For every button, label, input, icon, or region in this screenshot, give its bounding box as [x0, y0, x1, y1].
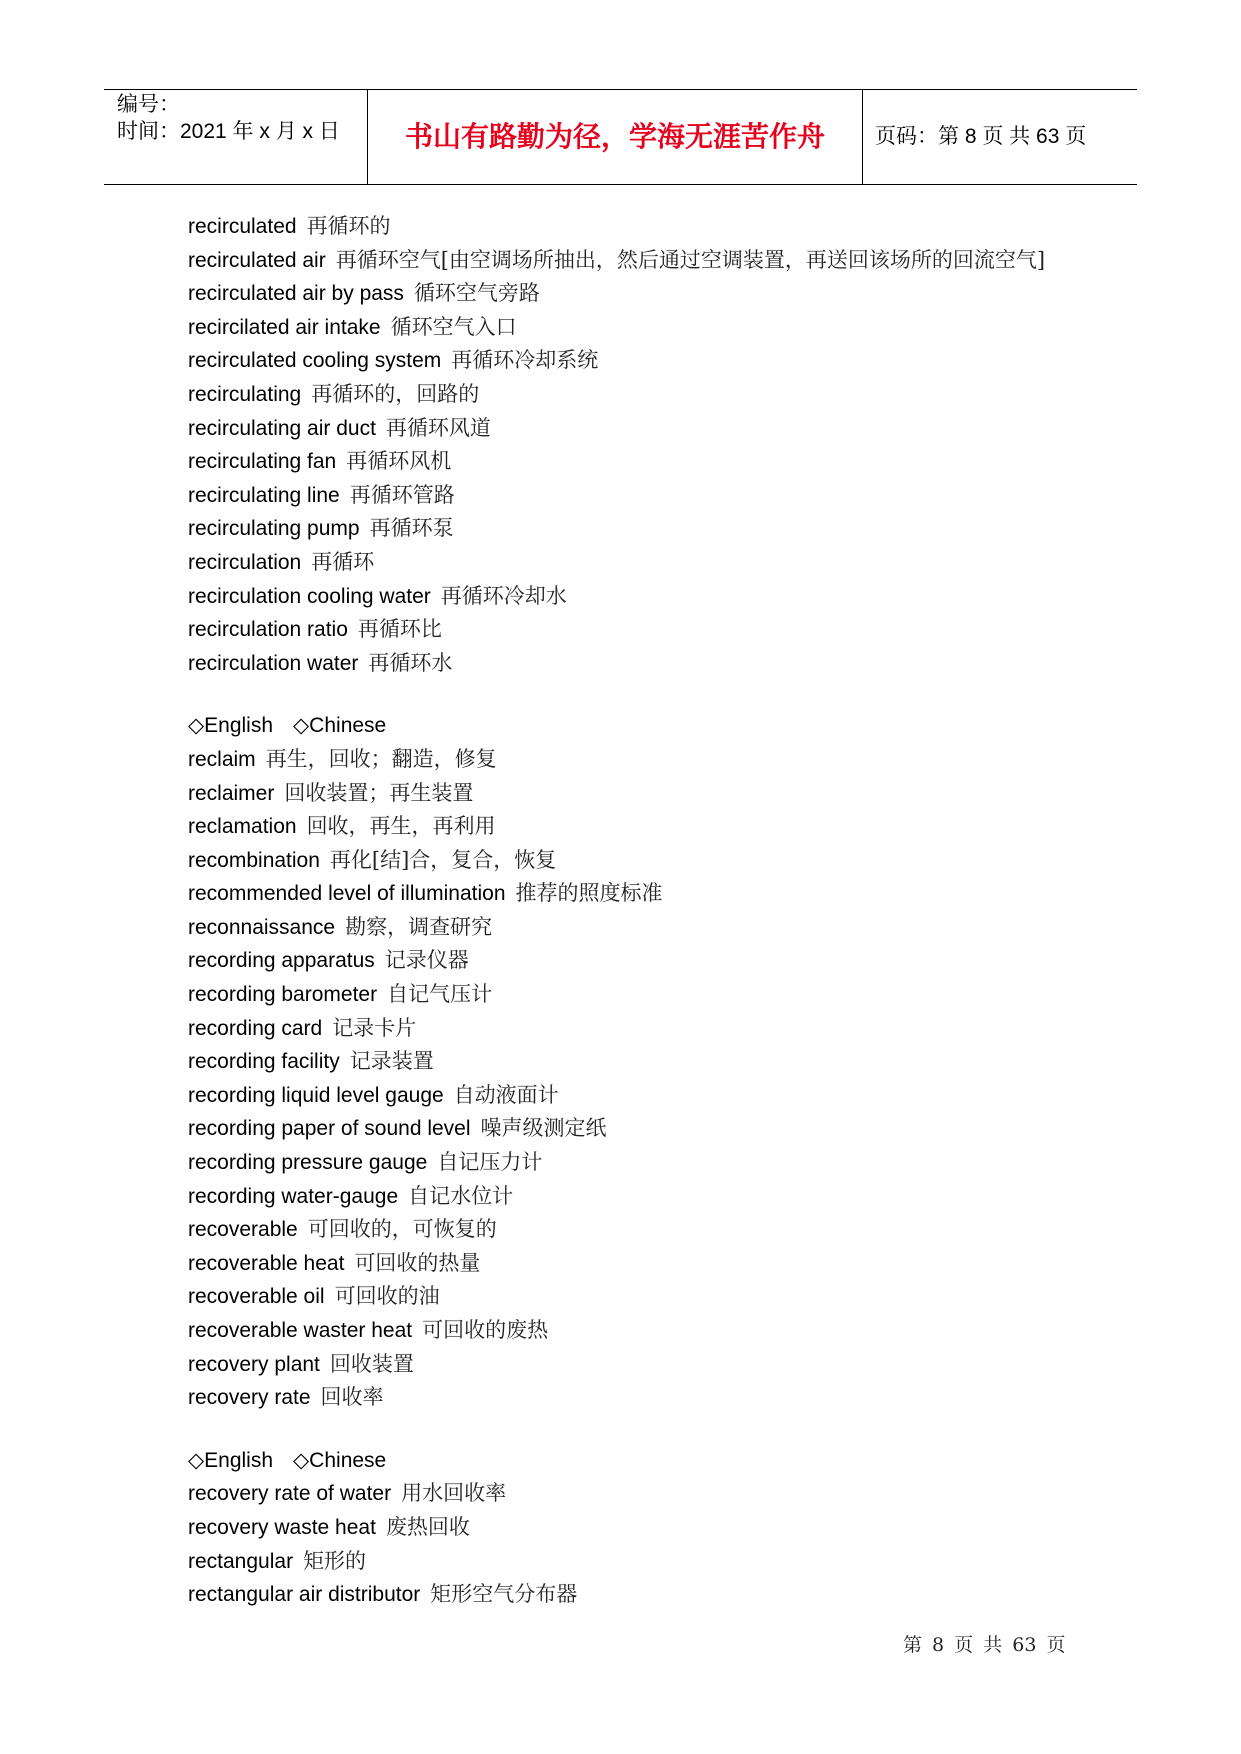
glossary-entry	[188, 277, 1068, 311]
glossary-entry	[188, 1045, 1068, 1079]
page-header	[104, 89, 1137, 185]
entry-chinese-translation: 自记气压计	[387, 982, 493, 1007]
header-page-number: 页码：第 8 页 共 63 页	[875, 125, 1087, 148]
entry-chinese-translation: 循环空气入口	[390, 314, 517, 339]
entry-english-term: recording pressure gauge	[188, 1151, 428, 1175]
glossary-entry	[188, 1381, 1068, 1415]
glossary-entry	[188, 777, 1068, 811]
entry-english-term: recirculating line	[188, 483, 340, 507]
glossary-entry	[188, 512, 1068, 546]
header-motto-cell	[368, 90, 863, 184]
entry-chinese-translation: 矩形的	[303, 1548, 367, 1573]
glossary-entry	[188, 1180, 1068, 1214]
entry-english-term: recovery plant	[188, 1352, 320, 1376]
glossary-entry	[188, 1079, 1068, 1113]
entry-chinese-translation: 矩形空气分布器	[430, 1582, 578, 1607]
entry-english-term: recovery waste heat	[188, 1515, 376, 1539]
glossary-entry	[188, 877, 1068, 911]
entry-english-term: recording barometer	[188, 983, 378, 1007]
entry-english-term: recording facility	[188, 1050, 340, 1074]
glossary-entry	[188, 810, 1068, 844]
entry-chinese-translation: 再循环风机	[346, 449, 452, 474]
glossary-entry	[188, 210, 1068, 244]
entry-chinese-translation: 自记水位计	[408, 1183, 514, 1208]
glossary-entry	[188, 613, 1068, 647]
section-header-chinese: ◇Chinese	[293, 1448, 387, 1472]
glossary-entry	[188, 311, 1068, 345]
entry-chinese-translation: 再循环水	[368, 650, 453, 675]
entry-chinese-translation: 自记压力计	[437, 1150, 543, 1175]
entry-english-term: recording paper of sound level	[188, 1117, 471, 1141]
entry-english-term: recirculating air duct	[188, 416, 376, 440]
glossary-entry	[188, 1511, 1068, 1545]
entry-chinese-translation: 用水回收率	[401, 1481, 507, 1506]
glossary-entry	[188, 1280, 1068, 1314]
entry-chinese-translation: 可回收的，可恢复的	[307, 1217, 497, 1242]
entry-chinese-translation: 再循环的	[306, 214, 391, 238]
glossary-entry	[188, 911, 1068, 945]
glossary-entry	[188, 743, 1068, 777]
entry-english-term: recirculation water	[188, 651, 359, 675]
glossary-entry	[188, 580, 1068, 614]
entry-english-term: recoverable waster heat	[188, 1319, 413, 1342]
entry-chinese-translation: 再循环空气[由空调场所抽出，然后通过空调装置，再送回该场所的回流空气]	[335, 247, 1046, 272]
entry-chinese-translation: 自动液面计	[453, 1082, 559, 1107]
glossary-entry	[188, 412, 1068, 446]
entry-english-term: recovery rate of water	[188, 1482, 392, 1506]
glossary-entry	[188, 378, 1068, 412]
entry-english-term: recirculation cooling water	[188, 584, 431, 608]
entry-chinese-translation: 再循环风道	[385, 415, 491, 440]
section-header-english: ◇English	[188, 1448, 274, 1472]
glossary-entry	[188, 1112, 1068, 1146]
entry-english-term: recircilated air intake	[188, 315, 381, 339]
glossary-entry	[188, 1012, 1068, 1046]
glossary-entry	[188, 1213, 1068, 1247]
entry-chinese-translation: 再化[结]合，复合，恢复	[329, 847, 557, 872]
glossary-entry	[188, 1146, 1068, 1180]
glossary-entry	[188, 944, 1068, 978]
entry-chinese-translation: 循环空气旁路	[413, 281, 540, 306]
glossary-entry	[188, 1247, 1068, 1281]
entry-chinese-translation: 再循环	[311, 549, 375, 574]
entry-english-term: recirculation ratio	[188, 618, 348, 642]
header-meta-cell	[104, 90, 368, 184]
entry-english-term: rectangular	[188, 1549, 294, 1573]
entry-english-term: reclaimer	[188, 781, 275, 805]
document-time-label: 时间：2021 年 x 月 x 日	[117, 120, 340, 143]
entry-chinese-translation: 废热回收	[385, 1514, 470, 1539]
entry-english-term: recirculated cooling system	[188, 349, 442, 373]
glossary-entry	[188, 1477, 1068, 1511]
entry-english-term: recirculating	[188, 382, 302, 406]
entry-chinese-translation: 再循环管路	[349, 482, 455, 507]
entry-english-term: recording liquid level gauge	[188, 1083, 444, 1107]
entry-english-term: recirculated	[188, 215, 297, 238]
entry-chinese-translation: 勘察，调查研究	[345, 914, 493, 939]
glossary-entry	[188, 844, 1068, 878]
entry-english-term: rectangular air distributor	[188, 1583, 421, 1607]
entry-english-term: recombination	[188, 848, 320, 872]
glossary-content	[188, 210, 1068, 1612]
entry-english-term: recoverable	[188, 1218, 298, 1242]
entry-chinese-translation: 再循环的，回路的	[311, 381, 480, 406]
glossary-entry	[188, 1545, 1068, 1579]
entry-chinese-translation: 噪声级测定纸	[480, 1116, 607, 1141]
entry-english-term: recommended level of illumination	[188, 882, 506, 906]
entry-chinese-translation: 再循环泵	[369, 516, 454, 541]
entry-chinese-translation: 可回收的热量	[354, 1250, 481, 1275]
section-header	[188, 1445, 1068, 1478]
header-page-cell	[863, 90, 1137, 184]
entry-chinese-translation: 可回收的油	[334, 1284, 440, 1309]
entry-chinese-translation: 回收装置；再生装置	[284, 780, 474, 805]
section-header-chinese: ◇Chinese	[293, 714, 387, 738]
entry-chinese-translation: 记录装置	[349, 1049, 434, 1074]
entry-english-term: recording apparatus	[188, 949, 375, 973]
entry-english-term: recovery rate	[188, 1386, 311, 1410]
entry-english-term: recoverable oil	[188, 1285, 325, 1309]
entry-english-term: recording water-gauge	[188, 1184, 399, 1208]
entry-english-term: recirculated air	[188, 248, 326, 272]
document-number-label: 编号：	[117, 93, 180, 116]
entry-chinese-translation: 记录卡片	[332, 1015, 417, 1040]
entry-chinese-translation: 回收率	[320, 1385, 384, 1410]
entry-english-term: recirculating fan	[188, 450, 337, 474]
glossary-entry	[188, 445, 1068, 479]
footer-page-number: 第 8 页 共 63 页	[903, 1634, 1066, 1656]
glossary-entry	[188, 546, 1068, 580]
entry-english-term: recirculating pump	[188, 517, 360, 541]
entry-english-term: recirculated air by pass	[188, 282, 404, 306]
entry-english-term: recording card	[188, 1016, 323, 1040]
entry-chinese-translation: 推荐的照度标准	[515, 881, 663, 906]
section-header	[188, 710, 1068, 743]
entry-chinese-translation: 再生，回收；翻造，修复	[265, 746, 497, 771]
entry-chinese-translation: 再循环冷却水	[440, 583, 567, 608]
entry-chinese-translation: 可回收的废热	[422, 1318, 549, 1342]
entry-chinese-translation: 再循环比	[357, 617, 442, 642]
entry-english-term: reclamation	[188, 815, 297, 839]
glossary-entry	[188, 647, 1068, 681]
glossary-entry	[188, 244, 1068, 278]
entry-english-term: reclaim	[188, 747, 256, 771]
entry-english-term: recoverable heat	[188, 1251, 345, 1275]
motto-text: 书山有路勤为径，学海无涯苦作舟	[404, 120, 825, 153]
glossary-entry	[188, 344, 1068, 378]
entry-chinese-translation: 回收装置	[329, 1351, 414, 1376]
entry-english-term: recirculation	[188, 550, 302, 574]
entry-chinese-translation: 回收，再生，再利用	[306, 814, 496, 839]
glossary-entry	[188, 1348, 1068, 1382]
entry-chinese-translation: 再循环冷却系统	[451, 348, 599, 373]
glossary-entry	[188, 1578, 1068, 1612]
entry-chinese-translation: 记录仪器	[384, 948, 469, 973]
glossary-entry	[188, 1314, 1068, 1348]
glossary-entry	[188, 978, 1068, 1012]
section-header-english: ◇English	[188, 714, 274, 738]
entry-english-term: reconnaissance	[188, 915, 336, 939]
glossary-entry	[188, 479, 1068, 513]
